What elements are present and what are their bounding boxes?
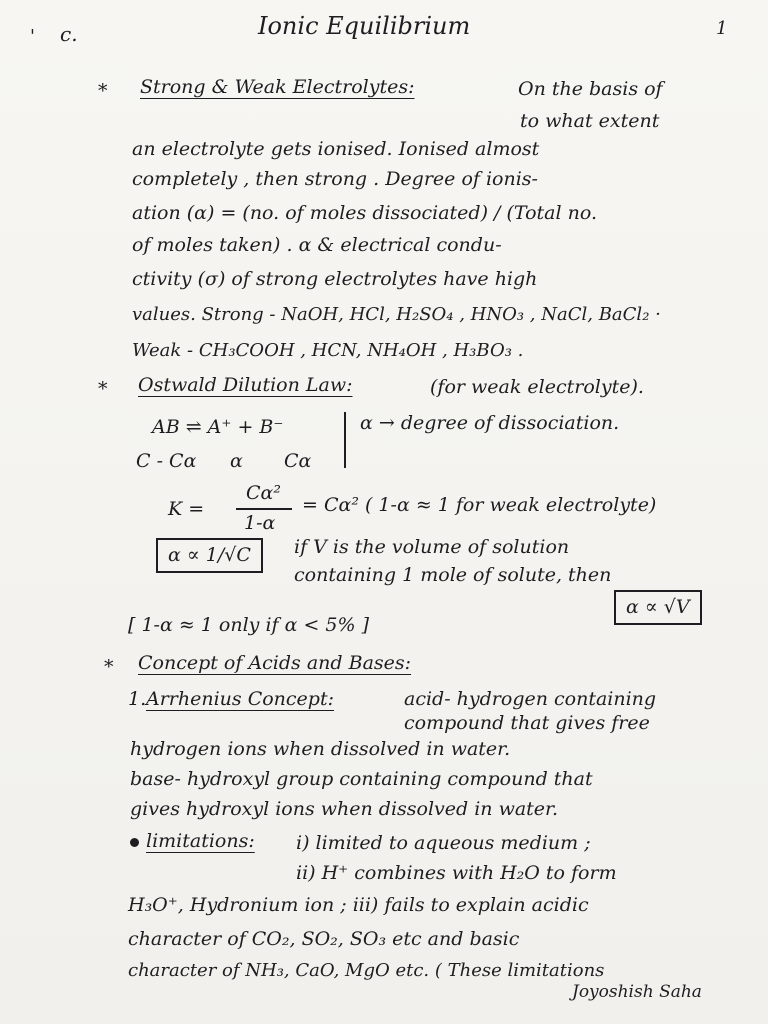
boxed-formula: α ∝ 1/√C — [156, 538, 263, 573]
text-line: to what extent — [520, 110, 660, 132]
section-mark: c. — [60, 22, 78, 46]
alpha-definition: α → degree of dissociation. — [360, 412, 620, 434]
text-line: an electrolyte gets ionised. Ionised almost — [132, 138, 540, 160]
text-line: ii) H⁺ combines with H₂O to form — [296, 862, 617, 884]
text-line: i) limited to aqueous medium ; — [296, 832, 591, 854]
text-line: ation (α) = (no. of moles dissociated) / (Total no. — [132, 202, 597, 224]
text-line: completely , then strong . Degree of ionis- — [132, 168, 538, 190]
text-line: gives hydroxyl ions when dissolved in water. — [130, 798, 559, 820]
k-rhs: = Cα² ( 1-α ≈ 1 for weak electrolyte) — [302, 494, 657, 516]
text-line: H₃O⁺, Hydronium ion ; iii) fails to explain acidic — [128, 894, 589, 916]
text-line: On the basis of — [518, 78, 663, 100]
section-heading: Strong & Weak Electrolytes: — [140, 76, 415, 98]
bullet: * — [98, 378, 108, 400]
condition-note: [ 1-α ≈ 1 only if α < 5% ] — [128, 614, 370, 636]
limitations-label: limitations: — [146, 830, 255, 852]
section-heading: Ostwald Dilution Law: — [138, 374, 353, 396]
k-lhs: K = — [168, 498, 205, 520]
text-line: Weak - CH₃COOH , HCN, NH₄OH , H₃BO₃ . — [132, 340, 524, 361]
page-title: Ionic Equilibrium — [258, 12, 471, 40]
bullet: * — [98, 80, 108, 102]
text-line: compound that gives free — [404, 712, 650, 734]
heading-note: (for weak electrolyte). — [430, 376, 644, 398]
text-line: containing 1 mole of solute, then — [294, 564, 612, 586]
text-line: of moles taken) . α & electrical condu- — [132, 234, 502, 256]
author-signature: Joyoshish Saha — [572, 982, 702, 1002]
text-line: values. Strong - NaOH, HCl, H₂SO₄ , HNO₃ , NaCl, BaCl₂ · — [132, 304, 661, 325]
margin-mark: ' — [30, 26, 35, 47]
concentration-term: α — [230, 450, 243, 472]
page-number: 1 — [716, 18, 728, 39]
bullet-dot — [130, 838, 139, 847]
k-denominator: 1-α — [244, 512, 276, 534]
boxed-formula: α ∝ √V — [614, 590, 702, 625]
text-line: character of NH₃, CaO, MgO etc. ( These limitations — [128, 960, 605, 981]
fraction-bar — [236, 508, 292, 510]
sub-heading-number: 1. — [128, 688, 147, 710]
section-heading: Concept of Acids and Bases: — [138, 652, 412, 674]
text-line: if V is the volume of solution — [294, 536, 570, 558]
text-line: character of CO₂, SO₂, SO₃ etc and basic — [128, 928, 520, 950]
k-numerator: Cα² — [246, 482, 281, 504]
divider-bar — [344, 412, 346, 468]
text-line: base- hydroxyl group containing compound that — [130, 768, 593, 790]
concentration-term: Cα — [284, 450, 312, 472]
concentration-term: C - Cα — [136, 450, 197, 472]
bullet: * — [104, 656, 114, 678]
text-line: ctivity (σ) of strong electrolytes have high — [132, 268, 538, 290]
sub-heading: Arrhenius Concept: — [146, 688, 335, 710]
text-line: hydrogen ions when dissolved in water. — [130, 738, 511, 760]
text-line: acid- hydrogen containing — [404, 688, 657, 710]
reaction-equation: AB ⇌ A⁺ + B⁻ — [152, 416, 284, 438]
